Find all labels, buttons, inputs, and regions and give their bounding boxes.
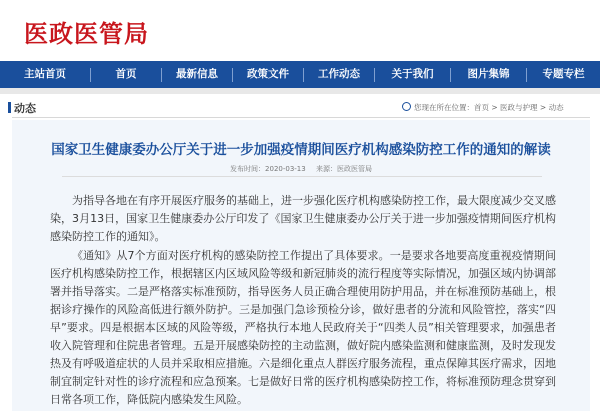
site-header xyxy=(0,0,600,60)
nav-item-latest[interactable]: 最新信息 xyxy=(176,68,218,80)
nav-item-topics[interactable]: 专题专栏 xyxy=(542,68,585,80)
article-title: 国家卫生健康委办公厅关于进一步加强疫情期间医疗机构感染防控工作的通知的解读 xyxy=(51,142,551,158)
main-nav xyxy=(0,61,600,88)
breadcrumb-path-text[interactable]: 您现在所在位置：首页 > 医政与护理 > 动态 xyxy=(414,103,564,112)
home-icon xyxy=(402,102,411,111)
site-logo[interactable]: 医政医管局 xyxy=(24,20,149,48)
nav-item-about[interactable]: 关于我们 xyxy=(391,68,434,80)
article-card xyxy=(12,120,590,411)
article-meta xyxy=(12,164,590,174)
nav-shadow-strip xyxy=(0,88,600,94)
article-paragraph: 《通知》从7个方面对医疗机构的感染防控工作提出了具体要求。一是要求各地要高度重视疫情期间医疗机构感染防控工作，根据辖区内区域风险等级和新冠肺炎的流行程度等实际情况，加强区域内协调部署并指导落实。二是严格落实标准预防，指导医务人员正确合理使用防护用品，并在标准预防基础上，根据诊疗操作的风险高低进行额外防护。三是加强门急诊预检分诊，做好患者的分流和风险管控，落实“四早”要求。四是根据本区域的风险等级，严格执行本地人民政府关于“四类人员”相关管理要求，加强患者收入院管理和住院患者管理。五是开展感染防控的主动监测，做好院内感染监测和健康监测，及时发现发热及有呼吸道症状的人员并采取相应措施。六是细化重点人群医疗服务流程，重点保障其医疗需求，因地制宜制定针对性的诊疗流程和应急预案。七是做好日常的医疗机构感染防控工作，将标准预防理念贯穿到日常各项工作，降低院内感染发生风险。 xyxy=(50,249,556,406)
meta-divider xyxy=(62,176,542,177)
nav-item-home[interactable]: 首页 xyxy=(115,68,137,80)
article-paragraph: 为指导各地在有序开展医疗服务的基础上，进一步强化医疗机构感染防控工作，最大限度减少交叉感染，3月13日，国家卫生健康委办公厅印发了《国家卫生健康委办公厅关于进一步加强疫情期间医疗机构感染防控工作的通知》。 xyxy=(50,194,556,243)
publish-time: 发布时间：2020-03-13 xyxy=(230,165,306,173)
breadcrumb xyxy=(12,99,590,118)
breadcrumb-path xyxy=(402,102,564,113)
nav-item-gallery[interactable]: 图片集锦 xyxy=(467,68,510,80)
nav-item-policy[interactable]: 政策文件 xyxy=(247,68,289,80)
nav-item-work-news[interactable]: 工作动态 xyxy=(318,68,360,80)
article-source: 来源：医政医管局 xyxy=(315,165,372,173)
section-title: 动态 xyxy=(14,102,36,115)
nav-item-main-home[interactable]: 主站首页 xyxy=(24,68,66,80)
